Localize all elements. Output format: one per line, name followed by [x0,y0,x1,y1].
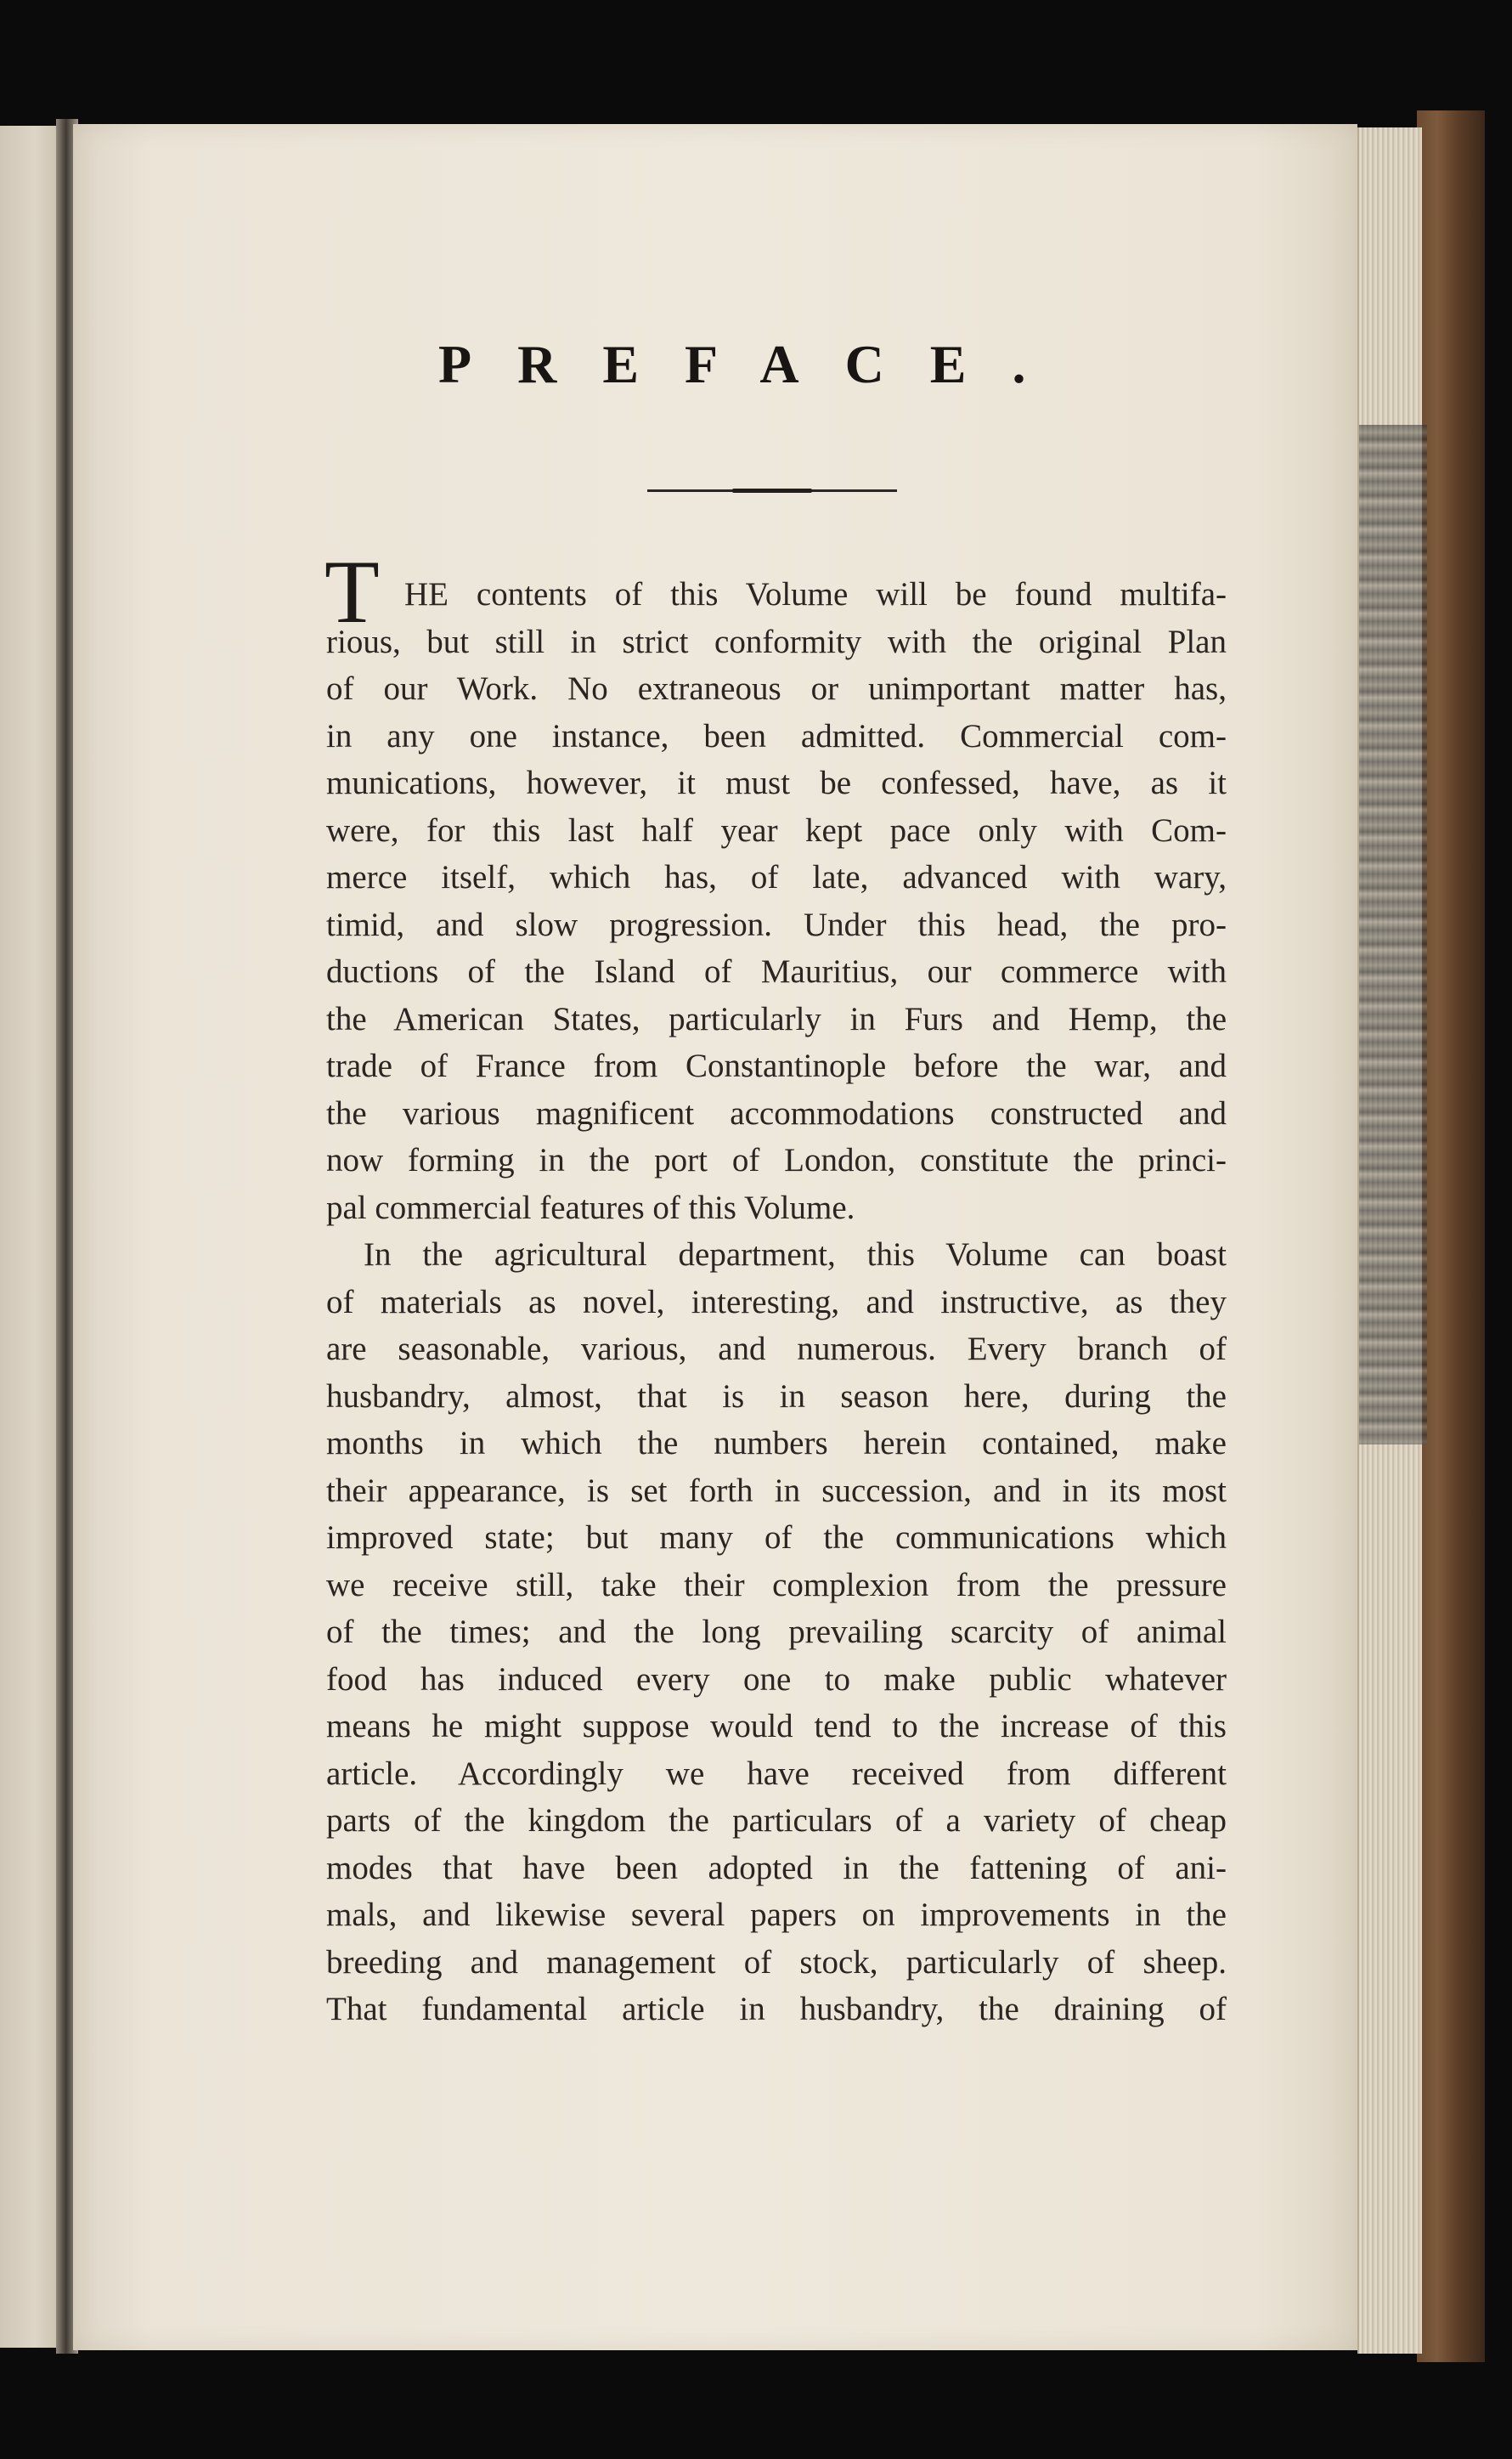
text-line: of our Work. No extraneous or unimportant matter has, [326,670,1227,707]
text-line: trade of France from Constantinople before the war, and [326,1048,1227,1084]
text-line: munications, however, it must be confessed, have, as it [326,765,1227,801]
drop-cap: T [324,542,380,642]
text-line: timid, and slow progression. Under this head, the pro- [326,906,1227,943]
text-line: now forming in the port of London, constitute the princi- [326,1142,1227,1179]
text-line: of materials as novel, interesting, and instructive, as they [326,1283,1227,1320]
text-line: pal commercial features of this Volume. [326,1189,855,1226]
title-divider [647,489,897,492]
text-line: In the agricultural department, this Volume can boast [364,1236,1227,1273]
text-line: the American States, particularly in Furs and Hemp, the [326,1000,1227,1037]
text-line: That fundamental article in husbandry, the draining of [326,1991,1227,2027]
text-line: in any one instance, been admitted. Commercial com- [326,717,1227,755]
text-line: husbandry, almost, that is in season here, during the [326,1377,1227,1415]
text-line: we receive still, take their complexion from the pressure [326,1566,1227,1603]
text-line: modes that have been adopted in the fattening of ani- [326,1849,1227,1886]
text-line: parts of the kingdom the particulars of a variety of cheap [326,1802,1227,1839]
marbled-endpaper [1359,425,1427,1444]
text-line: of the times; and the long prevailing scarcity of animal [326,1614,1227,1650]
text-line: the various magnificent accommodations constructed and [326,1094,1227,1132]
text-line: mals, and likewise several papers on improvements in the [326,1897,1227,1933]
text-line: rious, but still in strict conformity with the original Plan [326,623,1227,660]
text-line: merce itself, which has, of late, advanced with wary, [326,859,1227,896]
text-line: means he might suppose would tend to the increase of this [326,1708,1227,1744]
text-line: were, for this last half year kept pace only with Com- [326,811,1227,849]
text-line: food has induced every one to make public whatever [326,1660,1227,1698]
left-page-edge [0,126,63,2348]
text-line: ductions of the Island of Mauritius, our commerce with [326,953,1227,990]
text-line: their appearance, is set forth in succession, and in its most [326,1472,1227,1509]
text-line: are seasonable, various, and numerous. Every branch of [326,1331,1227,1367]
page-title: PREFACE. [438,334,1072,394]
text-line: article. Accordingly we have received from different [326,1755,1227,1792]
text-line: months in which the numbers herein contained, make [326,1425,1227,1461]
text-line: HE contents of this Volume will be found multifa- [404,576,1227,613]
book-cover [1417,110,1485,2362]
preface-body [326,571,1227,2033]
text-line: improved state; but many of the communications which [326,1519,1227,1556]
text-line: breeding and management of stock, particularly of sheep. [326,1943,1227,1981]
